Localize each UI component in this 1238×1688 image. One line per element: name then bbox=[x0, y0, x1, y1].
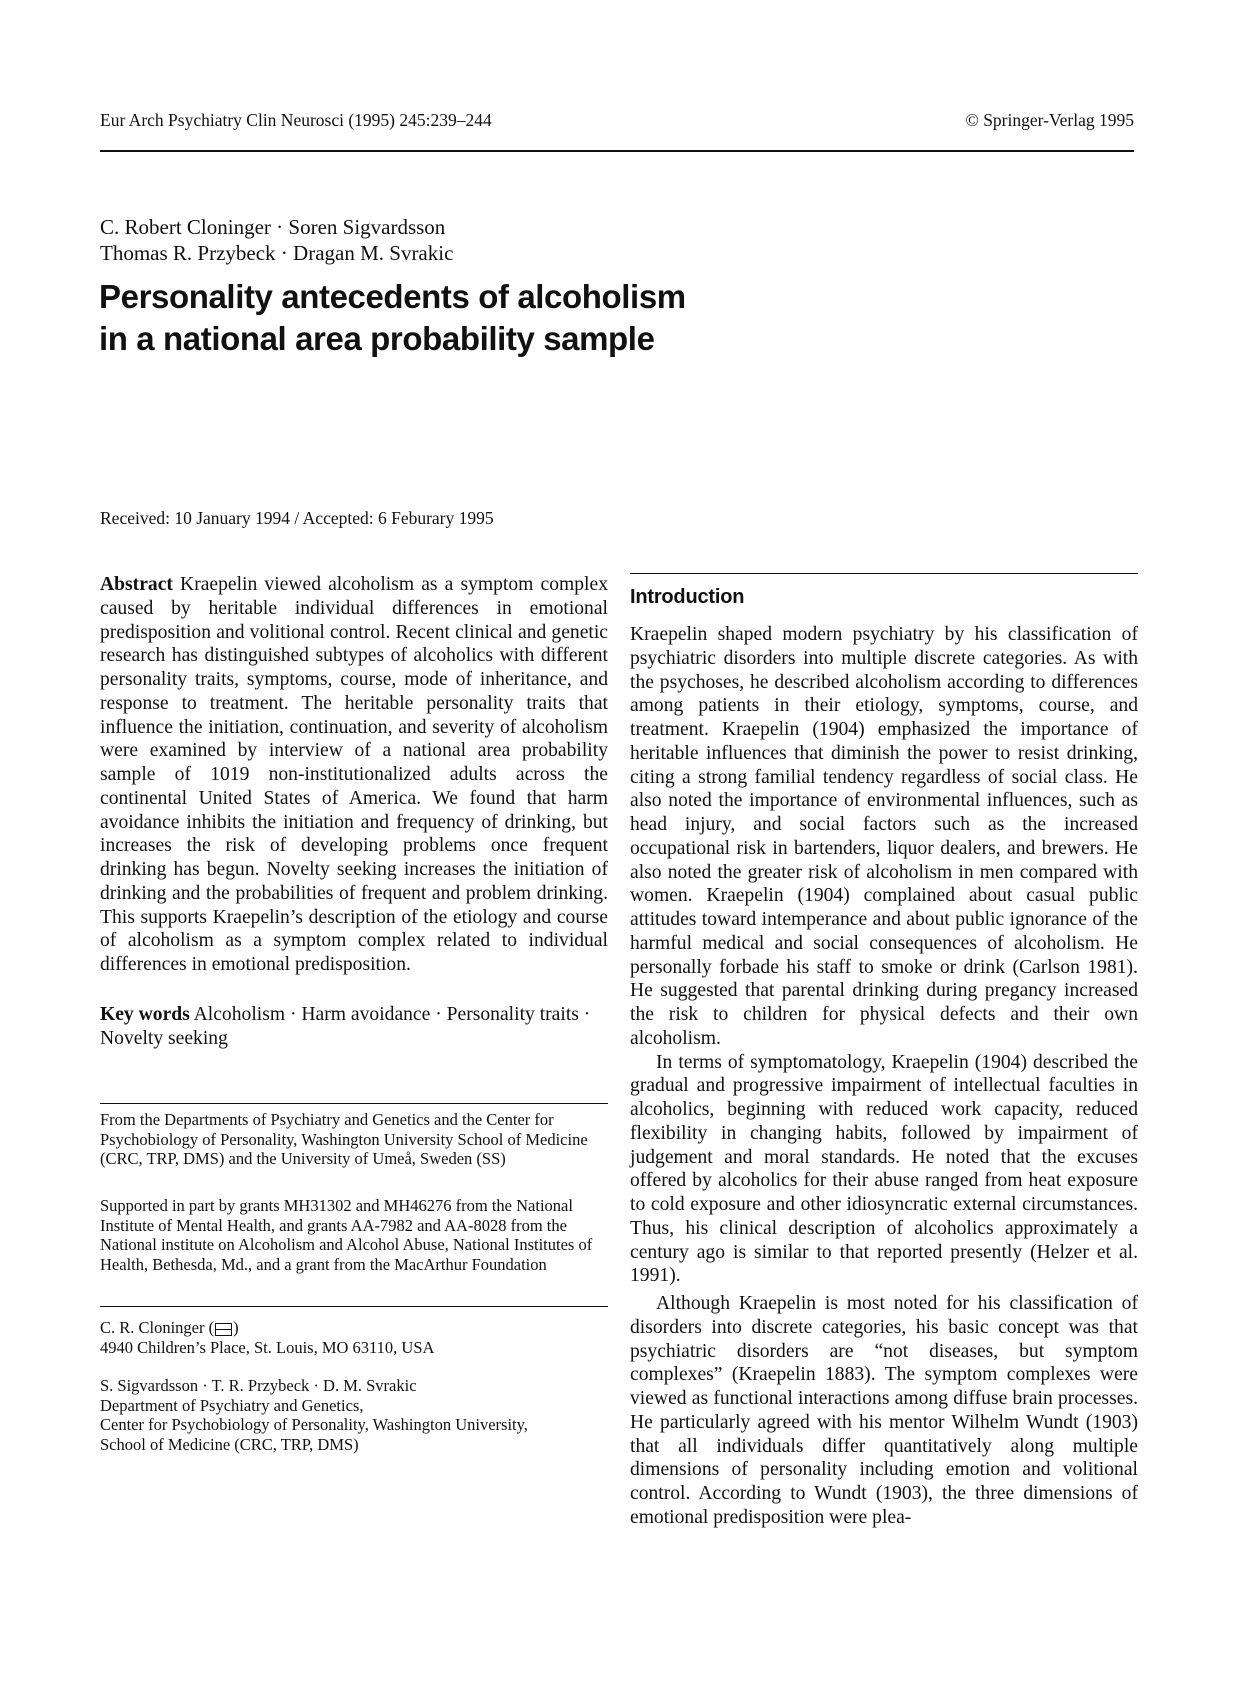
other-authors: S. Sigvardsson · T. R. Przybeck · D. M. Svrakic bbox=[100, 1376, 417, 1395]
article-title bbox=[99, 276, 686, 360]
copyright-notice: © Springer-Verlag 1995 bbox=[965, 110, 1134, 130]
keywords-text: Alcoholism · Harm avoidance · Personality traits · Novelty seeking bbox=[100, 1003, 591, 1049]
affiliation-note: From the Departments of Psychiatry and Genetics and the Center for Psychobiology of Personality, Washington University School of Medicine (CRC, TRP, DMS) and the University of Umeå, Sweden (SS) bbox=[100, 1110, 588, 1168]
abstract bbox=[100, 573, 608, 977]
correspondence-rule bbox=[100, 1306, 608, 1307]
journal-citation: Eur Arch Psychiatry Clin Neurosci (1995) 245:239–244 bbox=[100, 110, 492, 130]
envelope-icon bbox=[215, 1323, 232, 1336]
correspondence-block bbox=[100, 1318, 608, 1357]
running-head bbox=[100, 110, 1134, 131]
title-line-2: in a national area probability sample bbox=[99, 320, 655, 357]
received-dates: Received: 10 January 1994 / Accepted: 6 Feburary 1995 bbox=[100, 508, 494, 528]
other-school: School of Medicine (CRC, TRP, DMS) bbox=[100, 1434, 359, 1454]
other-center: Center for Psychobiology of Personality, Washington University, bbox=[100, 1415, 528, 1434]
author-list bbox=[100, 214, 453, 266]
section-rule bbox=[630, 573, 1138, 574]
corresponding-author: C. R. Cloninger ( ) bbox=[100, 1318, 239, 1337]
introduction-heading: Introduction bbox=[630, 586, 745, 608]
author-line-1: C. Robert Cloninger · Soren Sigvardsson bbox=[100, 215, 446, 239]
other-department: Department of Psychiatry and Genetics, bbox=[100, 1395, 364, 1415]
corresponding-address: 4940 Children’s Place, St. Louis, MO 63110, USA bbox=[100, 1337, 435, 1357]
intro-paragraph-2: In terms of symptomatology, Kraepelin (1904) described the gradual and progressive impairment of intellectual faculties in alcoholics, beginning with reduced work capacity, reduced flexibility in changing habits, followed by impairment of judgement and moral standards. He noted that the excuses offered by alcoholics for their abuse ranged from heat exposure to cold exposure and other idiosyncratic external circumstances. Thus, his clinical description of alcoholics approximately a century ago is similar to that reported presently (Helzer et al. 1991). bbox=[630, 1051, 1138, 1287]
intro-paragraph-1: Kraepelin shaped modern psychiatry by his classification of psychiatric disorders into multiple discrete categories. As with the psychoses, he described alcoholism according to differences among patients in their etiology, symptoms, course, and treatment. Kraepelin (1904) emphasized the importance of heritable influences that diminish the power to resist drinking, citing a strong familial tendency regardless of social class. He also noted the importance of environmental influences, such as head injury, and social factors such as the increased occupational risk in bartenders, liquor dealers, and brewers. He also noted the greater risk of alcoholism in men compared with women. Kraepelin (1904) complained about casual public attitudes toward intemperance and about public ignorance of the harmful medical and social consequences of alcoholism. He personally forbade his staff to smoke or drink (Carlson 1981). He suggested that parental drinking during pregancy increased the risk to children for physical defects and their own alcoholism. bbox=[630, 624, 1138, 1049]
grant-note: Supported in part by grants MH31302 and MH46276 from the National Institute of Mental Health, and grants AA-7982 and AA-8028 from the National institute on Alcoholism and Alcohol Abuse, National Institutes of Health, Bethesda, Md., and a grant from the MacArthur Foundation bbox=[100, 1196, 593, 1274]
header-rule bbox=[100, 150, 1134, 152]
footnote-rule bbox=[100, 1103, 608, 1104]
title-line-1: Personality antecedents of alcoholism bbox=[99, 278, 686, 315]
keywords-label: Key words bbox=[100, 1003, 190, 1025]
intro-paragraph-3: Although Kraepelin is most noted for his classification of disorders into discrete categories, his basic concept was that psychiatric disorders are “not diseases, but symptom complexes” (Kraepelin 1883). The symptom complexes were viewed as functional interactions among diffuse brain processes. He particularly agreed with his mentor Wilhelm Wundt (1903) that all individuals differ quantitatively along multiple dimensions of personality including emotion and volitional control. According to Wundt (1903), the three dimensions of emotional predisposition were plea- bbox=[630, 1293, 1138, 1528]
left-column bbox=[100, 573, 608, 1050]
right-column bbox=[630, 573, 1138, 1530]
other-authors-block bbox=[100, 1376, 608, 1454]
keywords bbox=[100, 1003, 608, 1051]
abstract-label: Abstract bbox=[100, 574, 173, 595]
abstract-text: Kraepelin viewed alcoholism as a symptom complex caused by heritable individual differences in emotional predisposition and volitional control. Recent clinical and genetic research has distinguished subtypes of alcoholics with different personality traits, symptoms, course, mode of inheritance, and response to treatment. The heritable personality traits that influence the initiation, continuation, and severity of alcoholism were examined by interview of a national area probability sample of 1019 non-institutionalized adults across the continental United States of America. We found that harm avoidance inhibits the initiation and frequency of drinking, but increases the risk of developing problems once frequent drinking has begun. Novelty seeking increases the initiation of drinking and the probabilities of frequent and problem drinking. This supports Kraepelin’s description of the etiology and course of alcoholism as a symptom complex related to individual differences in emotional predisposition. bbox=[100, 574, 608, 975]
author-line-2: Thomas R. Przybeck · Dragan M. Svrakic bbox=[100, 241, 454, 265]
